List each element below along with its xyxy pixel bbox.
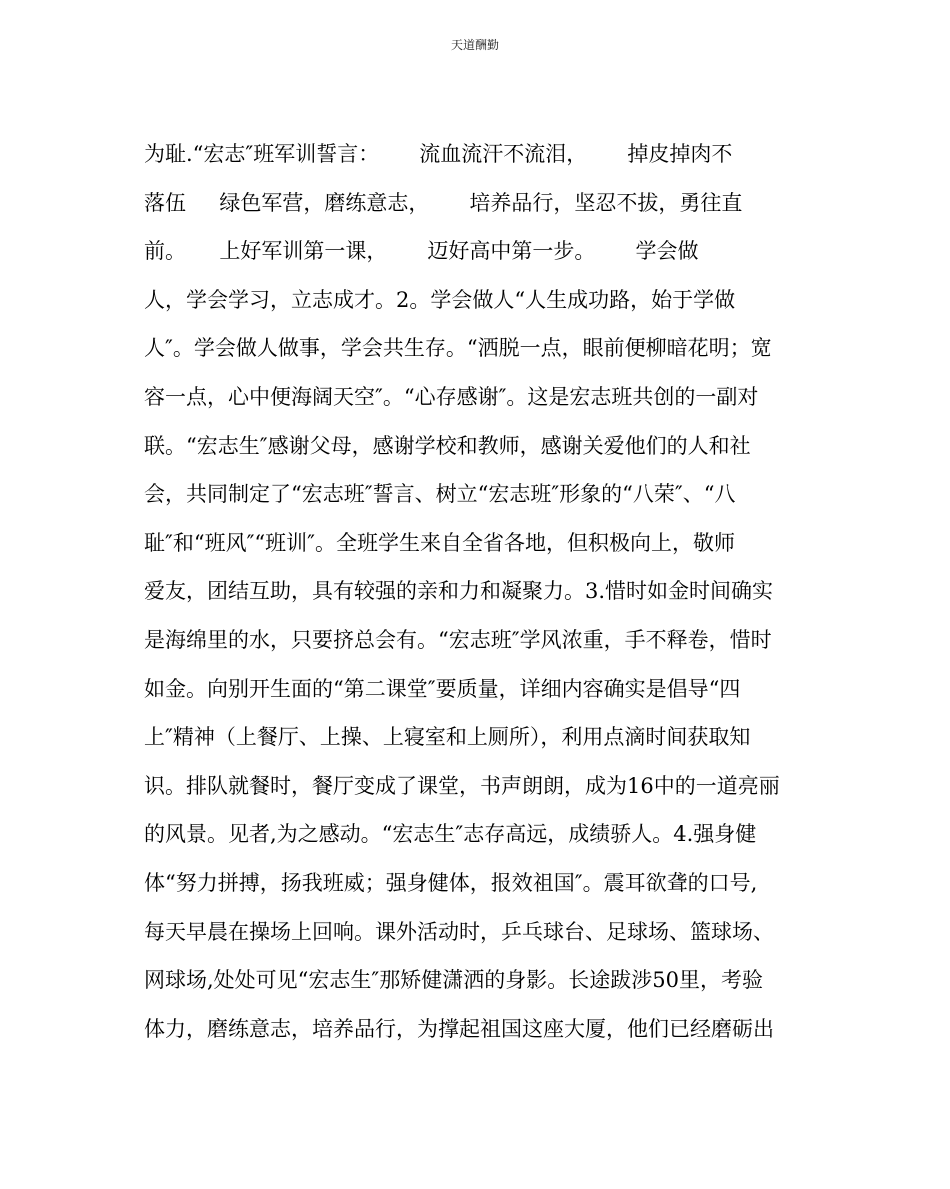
text-line: 容一点，心中便海阔天空″。“心存感谢″。这是宏志班共创的一副对: [144, 384, 759, 409]
text-line: 如金。向别开生面的“第二课堂″要质量，详细内容确实是倡导“四: [144, 676, 741, 701]
text-line: 网球场,处处可见“宏志生″那矫健潇洒的身影。长途跋涉50里，考验: [144, 968, 763, 993]
text-line: 会，共同制定了“宏志班″誓言、树立“宏志班″形象的“八荣″、“八: [144, 482, 736, 507]
text-line: 爱友，团结互助，具有较强的亲和力和凝聚力。3.惜时如金时间确实: [144, 579, 774, 604]
body-text: [144, 130, 810, 1053]
page-header: 天道酬勤: [450, 38, 499, 52]
text-line: 人″。学会做人做事，学会共生存。“洒脱一点，眼前便柳暗花明；宽: [144, 336, 772, 361]
text-line: 是海绵里的水，只要挤总会有。“宏志班″学风浓重，手不释卷，惜时: [144, 627, 772, 652]
text-line: 为耻.“宏志″班军训誓言： 流血流汗不流泪， 掉皮掉肉不: [144, 142, 733, 166]
text-line: 人，学会学习，立志成才。2。学会做人“人生成功路，始于学做: [144, 287, 736, 312]
text-line: 上″精神（上餐厅、上操、上寝室和上厕所），利用点滴时间获取知: [144, 725, 751, 750]
text-line: 每天早晨在操场上回响。课外活动时，乒乓球台、足球场、篮球场、: [144, 919, 774, 944]
text-line: 前。 上好军训第一课， 迈好高中第一步。 学会做: [144, 239, 699, 264]
text-line: 体力，磨练意志，培养品行，为撑起祖国这座大厦，他们已经磨砺出: [144, 1016, 774, 1041]
text-line: 耻″和“班风″“班训″。全班学生来自全省各地，但积极向上，敬师: [144, 530, 736, 555]
text-line: 联。“宏志生″感谢父母，感谢学校和教师，感谢关爱他们的人和社: [144, 433, 751, 458]
text-line: 落伍 绿色军营，磨练意志， 培养品行，坚忍不拔，勇往直: [144, 190, 743, 215]
text-line: 体“努力拼搏，扬我班威；强身健体，报效祖国″。震耳欲聋的口号,: [144, 870, 758, 895]
text-line: 的风景。见者,为之感动。“宏志生″志存高远，成绩骄人。4.强身健: [144, 822, 757, 847]
text-line: 识。排队就餐时，餐厅变成了课堂，书声朗朗，成为16中的一道亮丽: [144, 773, 780, 798]
